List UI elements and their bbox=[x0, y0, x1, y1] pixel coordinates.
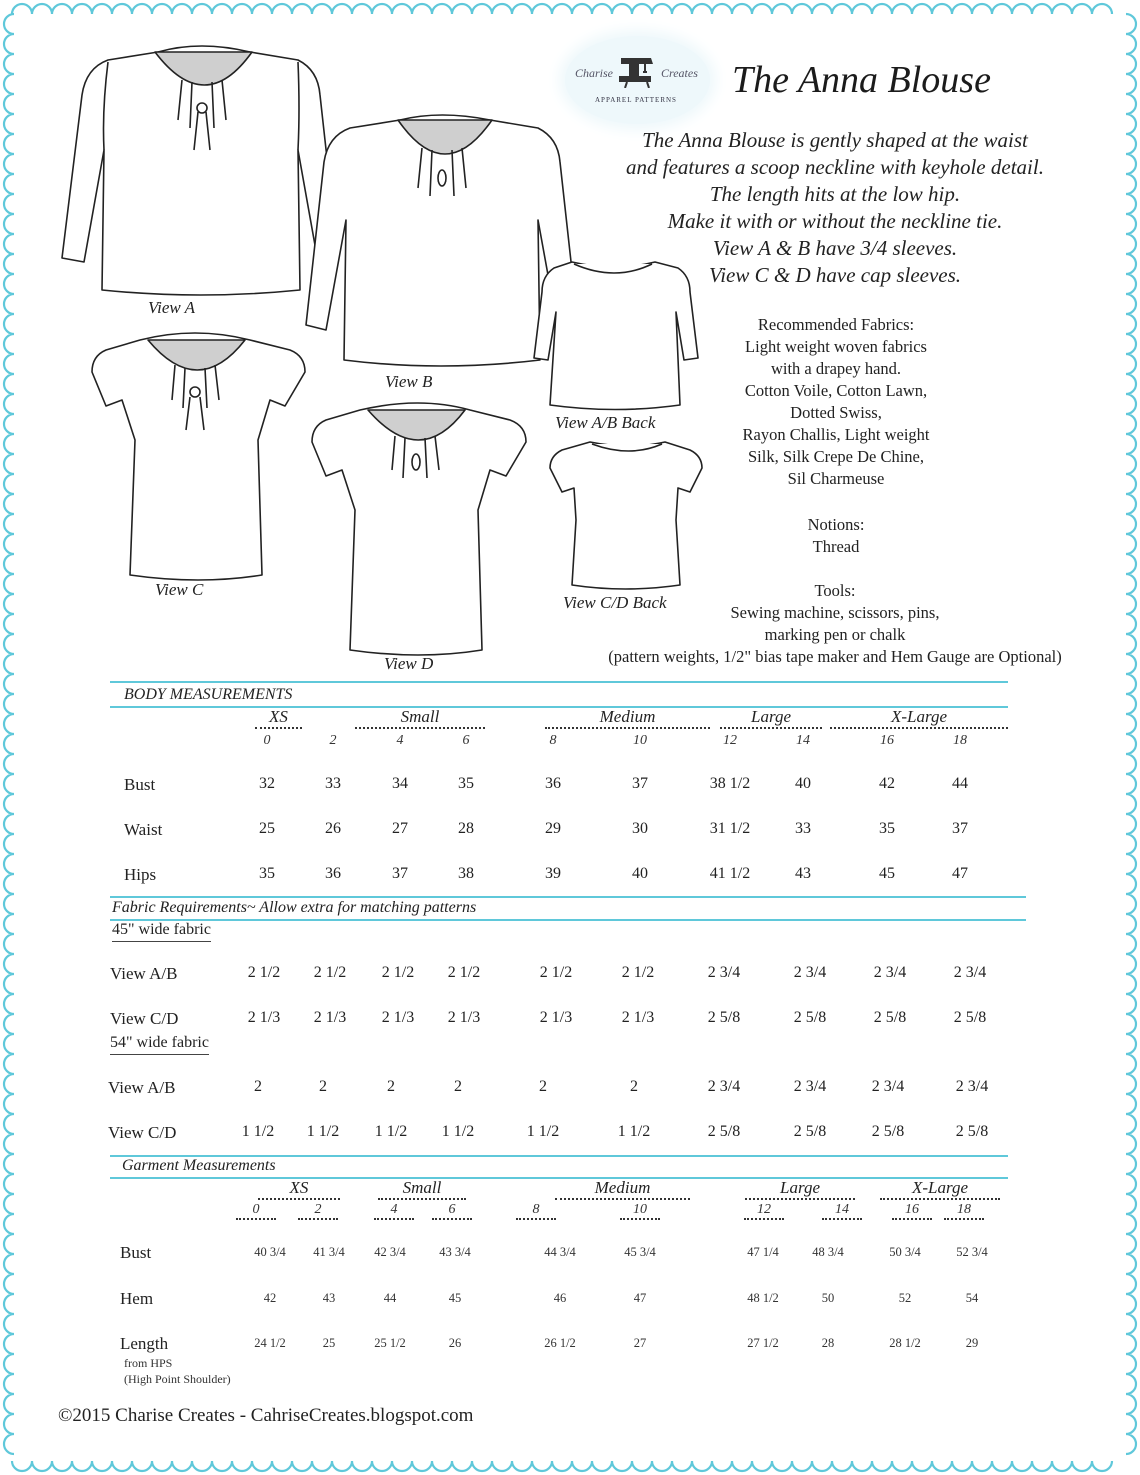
notions bbox=[716, 514, 956, 558]
divider-line bbox=[110, 896, 1026, 898]
table-cell: 2 1/2 bbox=[381, 964, 415, 981]
table-cell: 27 bbox=[392, 820, 408, 837]
table-cell: 31 1/2 bbox=[709, 820, 751, 837]
view-c-label: View C bbox=[155, 580, 204, 599]
table-cell: 35 bbox=[259, 865, 275, 882]
table-cell: 32 bbox=[259, 775, 275, 792]
table-cell: 2 5/8 bbox=[953, 1009, 987, 1026]
table-cell: 40 bbox=[632, 865, 648, 882]
fabric-45-subheading: 45" wide fabric bbox=[112, 921, 211, 942]
sewing-machine-icon bbox=[615, 46, 659, 88]
table-cell: 42 3/4 bbox=[374, 1245, 406, 1259]
size-group-label: Small bbox=[378, 1178, 466, 1200]
view-c-drawing bbox=[92, 333, 305, 580]
size-number-label: 14 bbox=[822, 1202, 862, 1220]
tools-line: Sewing machine, scissors, pins, bbox=[730, 603, 940, 622]
table-cell: 33 bbox=[325, 775, 341, 792]
view-cd-back-drawing bbox=[550, 442, 702, 589]
table-cell: 2 1/3 bbox=[247, 1009, 281, 1026]
table-cell: 2 5/8 bbox=[955, 1123, 989, 1140]
table-cell: 47 bbox=[633, 1291, 647, 1305]
table-cell: 41 1/2 bbox=[709, 865, 751, 882]
garment-section-heading: Garment Measurements bbox=[122, 1157, 276, 1174]
table-cell: 2 5/8 bbox=[793, 1009, 827, 1026]
table-cell: 28 1/2 bbox=[889, 1336, 921, 1350]
table-cell: 26 bbox=[448, 1336, 462, 1350]
size-group-label: Small bbox=[355, 707, 485, 729]
table-cell: 45 3/4 bbox=[624, 1245, 656, 1259]
fabrics-line: Cotton Voile, Cotton Lawn, bbox=[744, 381, 928, 400]
table-cell: 2 5/8 bbox=[873, 1009, 907, 1026]
table-cell: 2 bbox=[319, 1078, 327, 1095]
fabrics-line: Silk, Silk Crepe De Chine, bbox=[748, 447, 924, 466]
view-b-label: View B bbox=[385, 372, 433, 391]
size-number-label: 18 bbox=[944, 1202, 984, 1220]
size-number-label: 16 bbox=[880, 733, 894, 748]
size-number-label: 2 bbox=[329, 733, 337, 748]
size-group-label: X-Large bbox=[830, 707, 1008, 729]
table-cell: 37 bbox=[392, 865, 408, 882]
table-cell: 2 3/4 bbox=[955, 1078, 989, 1095]
table-cell: 46 bbox=[553, 1291, 567, 1305]
table-cell: 43 3/4 bbox=[439, 1245, 471, 1259]
table-row-label: Hips bbox=[124, 865, 157, 884]
table-cell: 2 3/4 bbox=[707, 1078, 741, 1095]
table-row-label: Waist bbox=[124, 820, 163, 839]
fabrics-line: Sil Charmeuse bbox=[787, 469, 885, 488]
size-number-label: 6 bbox=[432, 1202, 472, 1220]
size-number-label: 12 bbox=[744, 1202, 784, 1220]
table-cell: 35 bbox=[879, 820, 895, 837]
view-cd-back-label: View C/D Back bbox=[563, 593, 667, 612]
table-cell: 1 1/2 bbox=[241, 1123, 275, 1140]
table-cell: 28 bbox=[821, 1336, 835, 1350]
fabrics-line: Rayon Challis, Light weight bbox=[742, 425, 930, 444]
notions-heading: Notions: bbox=[807, 515, 865, 534]
table-cell: 34 bbox=[392, 775, 408, 792]
length-note-high-point: (High Point Shoulder) bbox=[124, 1372, 231, 1386]
description-line: Make it with or without the neckline tie. bbox=[667, 209, 1003, 233]
size-group-label: X-Large bbox=[880, 1178, 1000, 1200]
table-cell: 47 1/4 bbox=[747, 1245, 779, 1259]
table-row-label: Bust bbox=[124, 775, 156, 794]
table-cell: 27 bbox=[633, 1336, 647, 1350]
table-cell: 28 bbox=[458, 820, 474, 837]
table-row-label: View C/D bbox=[108, 1123, 177, 1142]
table-cell: 2 1/2 bbox=[621, 964, 655, 981]
tools-heading: Tools: bbox=[814, 581, 856, 600]
view-d-label: View D bbox=[384, 654, 434, 673]
table-cell: 50 3/4 bbox=[889, 1245, 921, 1259]
table-cell: 25 1/2 bbox=[374, 1336, 406, 1350]
table-cell: 2 bbox=[254, 1078, 262, 1095]
table-cell: 2 5/8 bbox=[707, 1009, 741, 1026]
table-cell: 37 bbox=[632, 775, 648, 792]
size-group-label: XS bbox=[258, 1178, 340, 1200]
table-cell: 48 3/4 bbox=[812, 1245, 844, 1259]
recommended-fabrics bbox=[716, 314, 956, 490]
table-cell: 43 bbox=[322, 1291, 336, 1305]
table-row-label: Length bbox=[120, 1334, 169, 1353]
fabric-54-subheading: 54" wide fabric bbox=[110, 1034, 209, 1055]
table-cell: 2 1/3 bbox=[447, 1009, 481, 1026]
size-number-label: 16 bbox=[892, 1202, 932, 1220]
view-a-drawing bbox=[62, 46, 338, 295]
table-cell: 29 bbox=[965, 1336, 979, 1350]
divider-line bbox=[110, 681, 1008, 683]
logo-sub: APPAREL PATTERNS bbox=[595, 96, 677, 104]
view-d-drawing bbox=[312, 403, 526, 655]
table-cell: 2 5/8 bbox=[707, 1123, 741, 1140]
table-cell: 2 3/4 bbox=[873, 964, 907, 981]
table-cell: 26 bbox=[325, 820, 341, 837]
table-cell: 38 bbox=[458, 865, 474, 882]
size-number-label: 12 bbox=[723, 733, 737, 748]
table-row-label: View A/B bbox=[108, 1078, 176, 1097]
table-cell: 50 bbox=[821, 1291, 835, 1305]
table-cell: 1 1/2 bbox=[306, 1123, 340, 1140]
page-title: The Anna Blouse bbox=[732, 59, 991, 101]
size-number-label: 2 bbox=[298, 1202, 338, 1220]
size-group-label: Medium bbox=[555, 1178, 690, 1200]
table-cell: 42 bbox=[263, 1291, 277, 1305]
fabrics-line: Dotted Swiss, bbox=[790, 403, 882, 422]
size-number-label: 0 bbox=[236, 1202, 276, 1220]
description-line: The length hits at the low hip. bbox=[709, 182, 961, 206]
size-number-label: 0 bbox=[263, 733, 271, 748]
table-cell: 2 5/8 bbox=[793, 1123, 827, 1140]
body-section-heading: BODY MEASUREMENTS bbox=[124, 686, 293, 703]
table-cell: 29 bbox=[545, 820, 561, 837]
size-group-label: Large bbox=[745, 1178, 855, 1200]
table-cell: 2 1/3 bbox=[313, 1009, 347, 1026]
table-cell: 2 1/2 bbox=[539, 964, 573, 981]
table-cell: 2 5/8 bbox=[871, 1123, 905, 1140]
table-cell: 43 bbox=[795, 865, 811, 882]
size-group-label: Medium bbox=[545, 707, 710, 729]
table-cell: 2 3/4 bbox=[871, 1078, 905, 1095]
size-group-label: Large bbox=[720, 707, 822, 729]
table-cell: 25 bbox=[322, 1336, 336, 1350]
table-cell: 2 1/3 bbox=[621, 1009, 655, 1026]
table-cell: 44 bbox=[383, 1291, 397, 1305]
size-number-label: 6 bbox=[462, 733, 470, 748]
description-line: and features a scoop neckline with keyhole detail. bbox=[626, 155, 1044, 179]
table-cell: 2 1/2 bbox=[313, 964, 347, 981]
size-number-label: 8 bbox=[516, 1202, 556, 1220]
fabric-section-heading: Fabric Requirements~ Allow extra for matching patterns bbox=[112, 899, 477, 916]
table-cell: 2 bbox=[630, 1078, 638, 1095]
tools-line: (pattern weights, 1/2" bias tape maker and Hem Gauge are Optional) bbox=[608, 647, 1062, 666]
notions-line: Thread bbox=[812, 537, 860, 556]
divider-line bbox=[110, 919, 1026, 921]
table-row-label: View A/B bbox=[110, 964, 178, 983]
tools-line: marking pen or chalk bbox=[764, 625, 906, 644]
table-cell: 41 3/4 bbox=[313, 1245, 345, 1259]
size-number-label: 14 bbox=[796, 733, 810, 748]
table-cell: 35 bbox=[458, 775, 474, 792]
table-cell: 38 1/2 bbox=[709, 775, 751, 792]
table-cell: 40 3/4 bbox=[254, 1245, 286, 1259]
table-cell: 25 bbox=[259, 820, 275, 837]
view-ab-back-label: View A/B Back bbox=[555, 413, 656, 432]
length-note-hps: from HPS bbox=[124, 1356, 173, 1370]
table-cell: 36 bbox=[325, 865, 341, 882]
table-cell: 48 1/2 bbox=[747, 1291, 779, 1305]
table-cell: 37 bbox=[952, 820, 968, 837]
table-cell: 2 bbox=[539, 1078, 547, 1095]
description-line: The Anna Blouse is gently shaped at the waist bbox=[642, 128, 1028, 152]
description bbox=[600, 127, 1070, 289]
table-cell: 1 1/2 bbox=[526, 1123, 560, 1140]
table-cell: 2 3/4 bbox=[793, 964, 827, 981]
size-number-label: 4 bbox=[374, 1202, 414, 1220]
brand-logo bbox=[565, 36, 710, 124]
table-cell: 24 1/2 bbox=[254, 1336, 286, 1350]
table-cell: 2 bbox=[454, 1078, 462, 1095]
table-cell: 47 bbox=[952, 865, 968, 882]
table-cell: 1 1/2 bbox=[374, 1123, 408, 1140]
table-cell: 2 1/3 bbox=[381, 1009, 415, 1026]
table-cell: 45 bbox=[879, 865, 895, 882]
fabrics-line: with a drapey hand. bbox=[770, 359, 902, 378]
table-cell: 30 bbox=[632, 820, 648, 837]
table-cell: 45 bbox=[448, 1291, 462, 1305]
size-number-label: 8 bbox=[549, 733, 557, 748]
table-cell: 52 3/4 bbox=[956, 1245, 988, 1259]
table-cell: 2 3/4 bbox=[707, 964, 741, 981]
fabrics-heading: Recommended Fabrics: bbox=[757, 315, 915, 334]
size-number-label: 4 bbox=[396, 733, 404, 748]
logo-line1: Charise bbox=[575, 66, 614, 80]
table-cell: 27 1/2 bbox=[747, 1336, 779, 1350]
table-row-label: Bust bbox=[120, 1243, 152, 1262]
table-row-label: View C/D bbox=[110, 1009, 179, 1028]
table-cell: 36 bbox=[545, 775, 561, 792]
description-line: View C & D have cap sleeves. bbox=[708, 263, 962, 287]
table-cell: 2 1/3 bbox=[539, 1009, 573, 1026]
table-cell: 1 1/2 bbox=[441, 1123, 475, 1140]
table-row-label: Hem bbox=[120, 1289, 154, 1308]
table-cell: 44 bbox=[952, 775, 968, 792]
table-cell: 54 bbox=[965, 1291, 979, 1305]
logo-line2: Creates bbox=[661, 66, 698, 80]
table-cell: 33 bbox=[795, 820, 811, 837]
table-cell: 52 bbox=[898, 1291, 912, 1305]
table-cell: 2 3/4 bbox=[953, 964, 987, 981]
size-number-label: 18 bbox=[953, 733, 967, 748]
table-cell: 44 3/4 bbox=[544, 1245, 576, 1259]
table-cell: 2 3/4 bbox=[793, 1078, 827, 1095]
table-cell: 2 1/2 bbox=[447, 964, 481, 981]
table-cell: 39 bbox=[545, 865, 561, 882]
table-cell: 2 bbox=[387, 1078, 395, 1095]
table-cell: 2 1/2 bbox=[247, 964, 281, 981]
footer-copyright: ©2015 Charise Creates - CahriseCreates.blogspot.com bbox=[58, 1405, 474, 1426]
table-cell: 42 bbox=[879, 775, 895, 792]
table-cell: 1 1/2 bbox=[617, 1123, 651, 1140]
description-line: View A & B have 3/4 sleeves. bbox=[712, 236, 958, 260]
size-number-label: 10 bbox=[633, 733, 647, 748]
table-cell: 26 1/2 bbox=[544, 1336, 576, 1350]
size-number-label: 10 bbox=[620, 1202, 660, 1220]
fabrics-line: Light weight woven fabrics bbox=[745, 337, 927, 356]
size-group-label: XS bbox=[255, 707, 302, 729]
view-a-label: View A bbox=[148, 298, 196, 317]
table-cell: 40 bbox=[795, 775, 811, 792]
